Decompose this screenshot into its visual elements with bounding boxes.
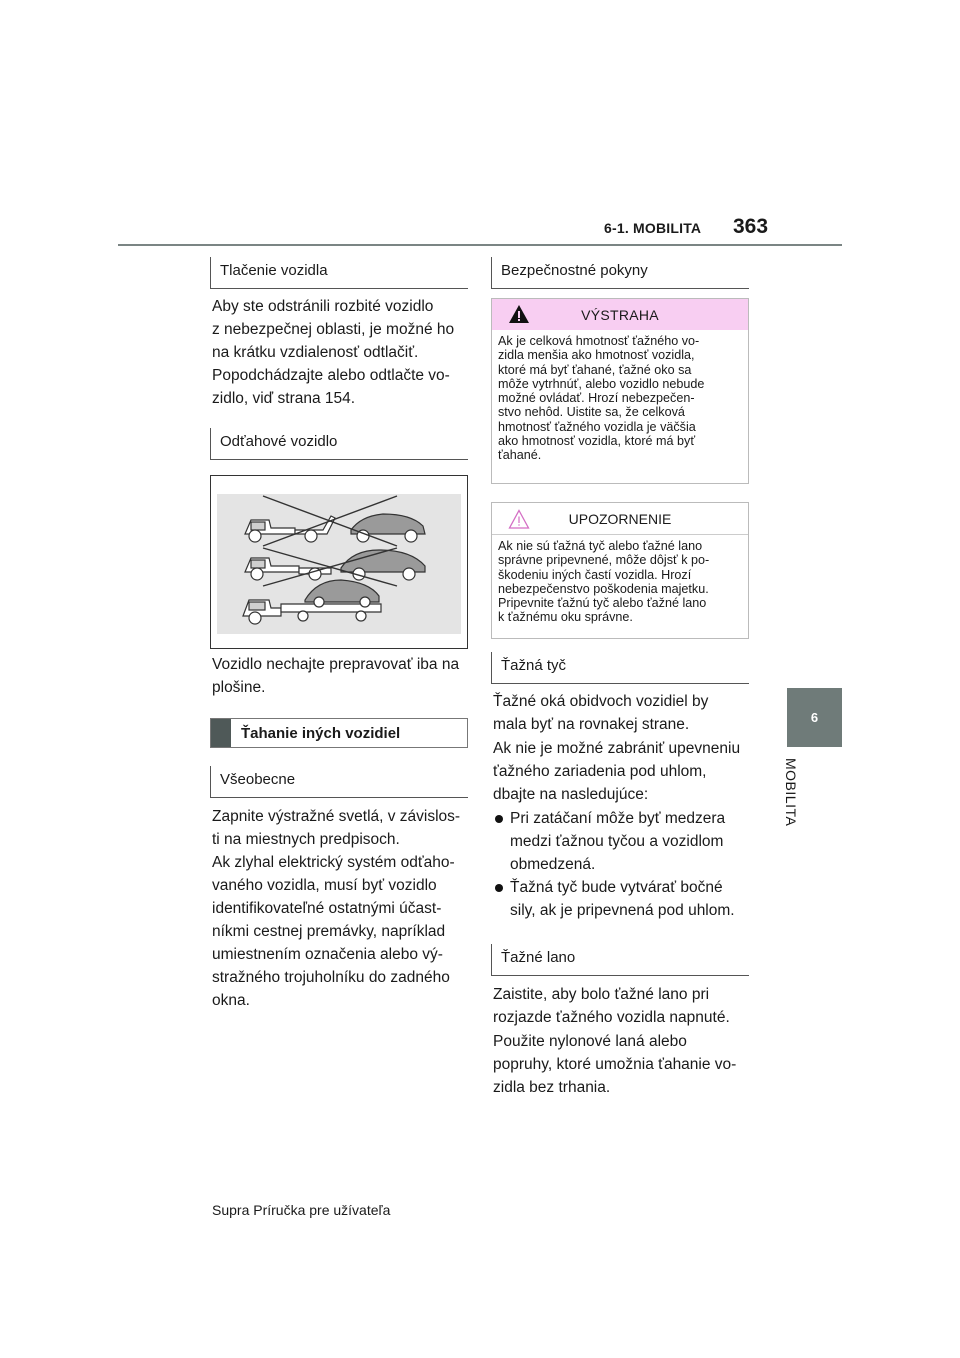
bullet-icon (495, 815, 503, 823)
notice-text: Ak nie sú ťažná tyč alebo ťažné lano správne pripevnené, môže dôjsť k po- škodeniu iných častí vozidla. Hrozí nebezpečenstvo poškodenia majetku. Pripevnite ťažnú tyč alebo ťažné lano k ťažnému oku správne. (498, 539, 710, 625)
bullet-item: Pri zatáčaní môže byť medzera medzi ťažnou tyčou a vozidlom obmedzená. (510, 810, 726, 873)
page-number: 363 (733, 215, 769, 238)
paragraph: Ak nie je možné zabrániť upevneniu ťažného zariadenia pod uhlom, dbajte na nasledujúce: (493, 740, 741, 803)
paragraph: Zaistite, aby bolo ťažné lano pri rozjazde ťažného vozidla napnuté. (493, 986, 730, 1026)
header-rule (118, 244, 842, 246)
heading-safety-instructions: Bezpečnostné pokyny (491, 257, 749, 289)
warning-box (491, 298, 749, 484)
towing-diagram-svg (211, 476, 467, 648)
bullet-icon (495, 884, 503, 892)
notice-box (491, 502, 749, 639)
paragraph: Zapnite výstražné svetlá, v závislos- ti na miestnych predpisoch. (212, 808, 461, 848)
paragraph: Ak zlyhal elektrický systém odťaho- vaného vozidla, musí byť vozidlo identifikovateľné ostatnými účast- níkmi cestnej premávky, napríklad umiestnením označenia alebo vý- stražného trojuholníku do zadného okna. (212, 854, 455, 1009)
towing-illustration (210, 475, 468, 649)
warning-title: VÝSTRAHA (581, 306, 659, 323)
notice-header (492, 503, 748, 535)
paragraph: Aby ste odstránili rozbité vozidlo z nebezpečnej oblasti, je možné ho na krátku vzdialenosť odtlačiť. (212, 298, 455, 361)
heading-text: Ťahanie iných vozidiel (241, 724, 401, 742)
heading-pushing-vehicle: Tlačenie vozidla (210, 257, 468, 289)
heading-tow-truck: Odťahové vozidlo (210, 428, 468, 460)
chapter-label-text: MOBILITA (783, 758, 799, 827)
heading-towing-other-vehicles (210, 718, 468, 748)
warning-triangle-icon (508, 304, 530, 324)
warning-text: Ak je celková hmotnosť ťažného vo- zidla menšia ako hmotnosť vozidla, ktoré má byť ťahané, ťažné oko sa môže vytrhnúť, alebo vozidlo nebude možné ovládať. Hrozí nebezpečen- stvo nehôd. Uistite sa, že celková hmotnosť ťažného vozidla je väčšia ako hmotnosť vozidla, ktoré má byť ťahané. (498, 334, 705, 463)
paragraph: Použite nylonové laná alebo popruhy, ktoré umožnia ťahanie vo- zidla bez trhania. (493, 1033, 737, 1096)
section-marker (211, 719, 231, 747)
heading-tow-rope: Ťažné lano (491, 944, 749, 976)
paragraph: Vozidlo nechajte prepravovať iba na plošine. (212, 656, 460, 696)
chapter-tab[interactable]: 6 (787, 688, 842, 747)
chapter-label (775, 758, 835, 858)
caution-triangle-icon (508, 509, 530, 529)
heading-general: Všeobecne (210, 766, 468, 798)
warning-header (492, 299, 748, 330)
bullet-item: Ťažná tyč bude vytvárať bočné sily, ak je pripevnená pod uhlom. (510, 879, 735, 919)
paragraph: Ťažné oká obidvoch vozidiel by mala byť na rovnakej strane. (493, 693, 709, 733)
heading-tow-bar: Ťažná tyč (491, 652, 749, 684)
footer-manual-title: Supra Príručka pre užívateľa (212, 1202, 391, 1218)
paragraph: Popodchádzajte alebo odtlačte vo- zidlo, viď strana 154. (212, 367, 450, 407)
notice-title: UPOZORNENIE (568, 510, 672, 527)
section-title: 6-1. MOBILITA (604, 220, 702, 236)
